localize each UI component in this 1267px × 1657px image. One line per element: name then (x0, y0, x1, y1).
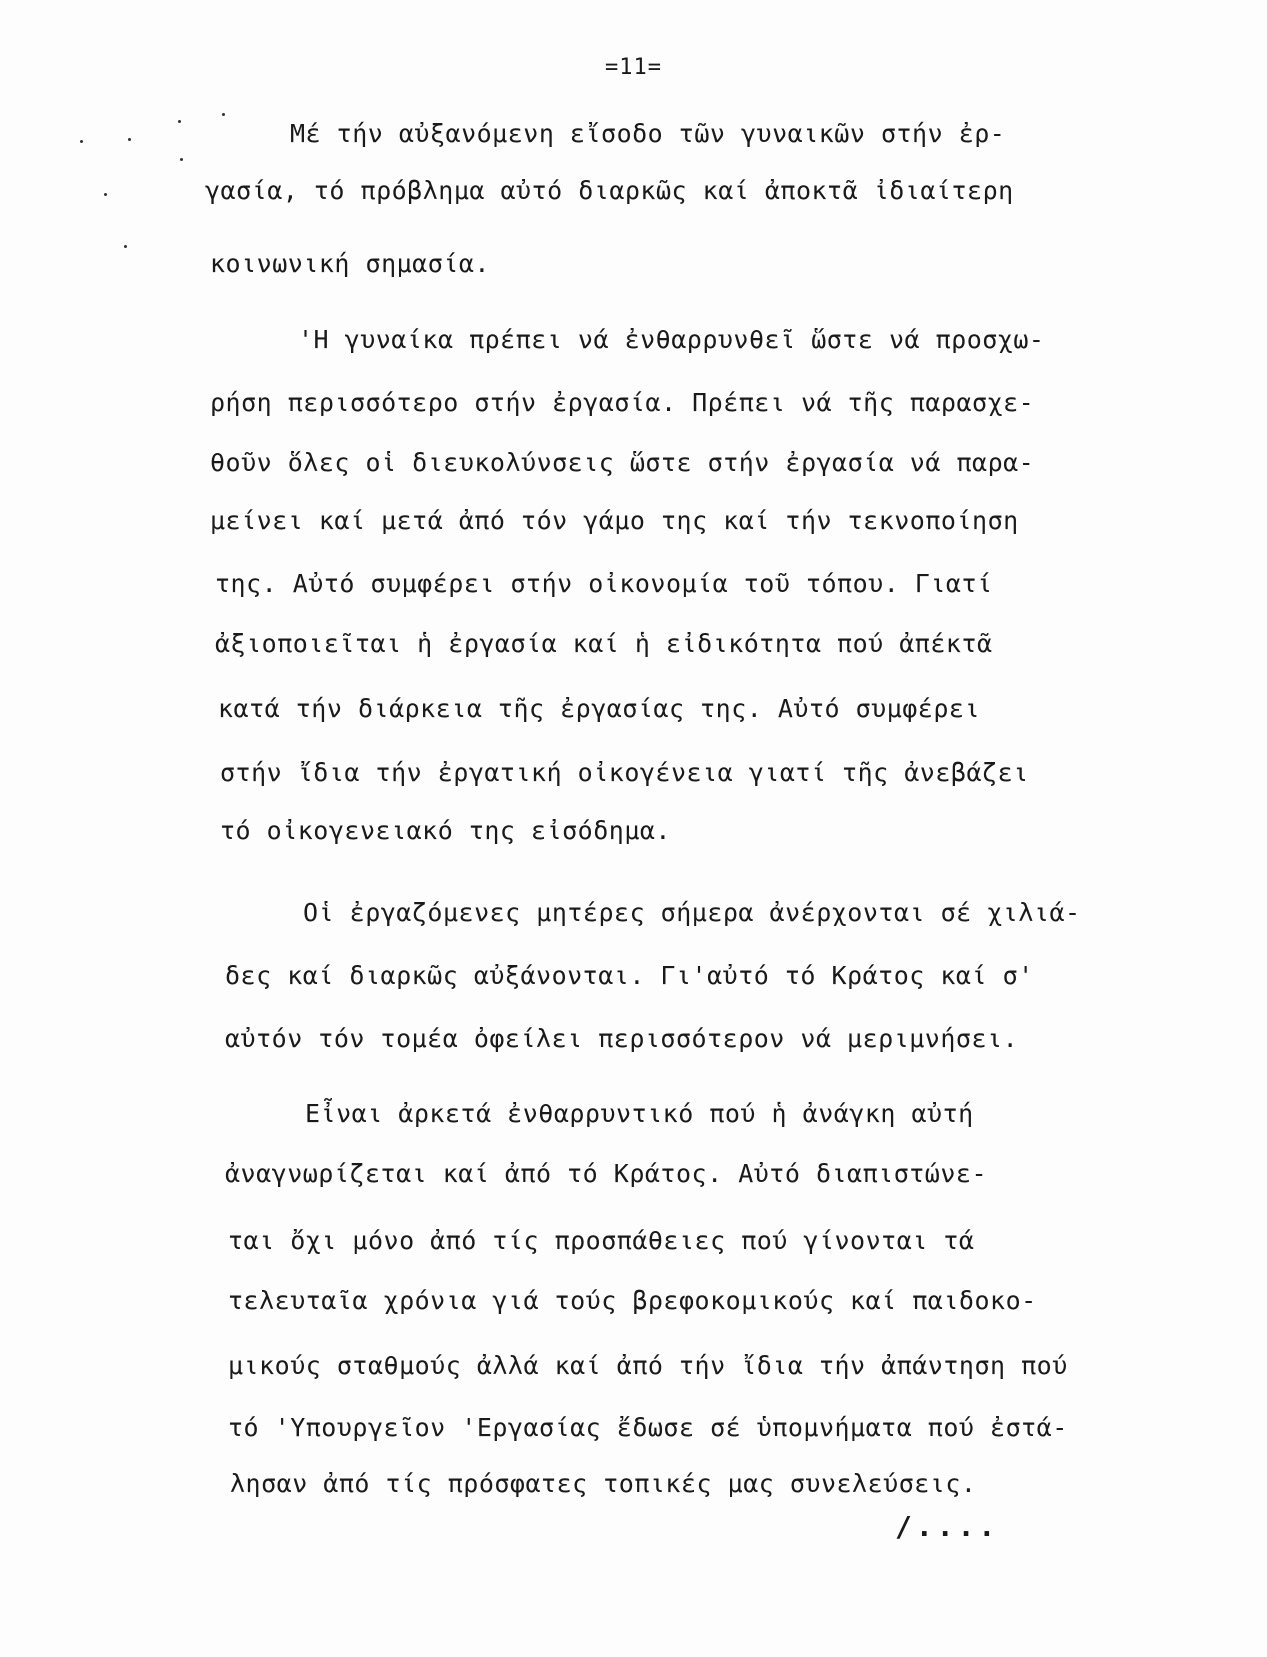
scan-speck (80, 140, 83, 143)
paragraph-2-line-8: στήν ἴδια τήν ἐργατική οἰκογένεια γιατί τῆς ἀνεβάζει (220, 758, 1029, 787)
scan-speck (178, 120, 181, 123)
paragraph-4-line-6: τό 'Υπουργεῖον 'Εργασίας ἔδωσε σέ ὑπομνήματα πού ἐστά- (228, 1413, 1068, 1442)
paragraph-2-line-2: ρήση περισσότερο στήν ἐργασία. Πρέπει νά τῆς παρασχε- (210, 388, 1035, 417)
page-number: =11= (605, 55, 662, 80)
paragraph-1-line-1: Μέ τήν αὐξανόμενη εἴσοδο τῶν γυναικῶν στήν ἐρ- (290, 119, 1006, 148)
paragraph-2-line-5: της. Αὐτό συμφέρει στήν οἰκονομία τοῦ τόπου. Γιατί (215, 569, 993, 598)
paragraph-2-line-4: μείνει καί μετά ἀπό τόν γάμο της καί τήν τεκνοποίηση (210, 506, 1019, 535)
paragraph-4-line-4: τελευταῖα χρόνια γιά τούς βρεφοκομικούς καί παιδοκο- (228, 1286, 1037, 1315)
scan-speck (222, 113, 225, 116)
paragraph-1-line-3: κοινωνική σημασία. (210, 249, 490, 278)
paragraph-4-line-1: Εἶναι ἀρκετά ἐνθαρρυντικό πού ἡ ἀνάγκη αὐτή (305, 1099, 974, 1128)
scan-speck (128, 138, 131, 141)
paragraph-4-line-7: λησαν ἀπό τίς πρόσφατες τοπικές μας συνελεύσεις. (230, 1469, 977, 1498)
paragraph-3-line-2: δες καί διαρκῶς αὐξάνονται. Γι'αὐτό τό Κράτος καί σ' (225, 961, 1034, 990)
scan-speck (104, 193, 107, 196)
paragraph-3-line-1: Οἱ ἐργαζόμενες μητέρες σήμερα ἀνέρχονται σέ χιλιά- (303, 898, 1081, 927)
continuation-mark: /.... (895, 1510, 1000, 1543)
paragraph-2-line-7: κατά τήν διάρκεια τῆς ἐργασίας της. Αὐτό συμφέρει (218, 694, 981, 723)
paragraph-4-line-2: ἀναγνωρίζεται καί ἀπό τό Κράτος. Αὐτό διαπιστώνε- (225, 1159, 988, 1188)
paragraph-1-line-2: γασία, τό πρόβλημα αὐτό διαρκῶς καί ἀποκτᾶ ἰδιαίτερη (205, 176, 1014, 205)
paragraph-2-line-3: θοῦν ὅλες οἱ διευκολύνσεις ὥστε στήν ἐργασία νά παρα- (210, 448, 1035, 477)
paragraph-2-line-6: ἀξιοποιεῖται ἡ ἐργασία καί ἡ εἰδικότητα πού ἀπέκτᾶ (215, 629, 993, 658)
scan-speck (180, 158, 183, 161)
paragraph-4-line-3: ται ὄχι μόνο ἀπό τίς προσπάθειες πού γίνονται τά (228, 1226, 975, 1255)
paragraph-2-line-9: τό οἰκογενειακό της εἰσόδημα. (220, 816, 671, 845)
paragraph-2-line-1: 'Η γυναίκα πρέπει νά ἐνθαρρυνθεῖ ὥστε νά προσχω- (298, 325, 1045, 354)
paragraph-4-line-5: μικούς σταθμούς ἀλλά καί ἀπό τήν ἴδια τήν ἀπάντηση πού (228, 1351, 1068, 1380)
scan-speck (124, 245, 127, 248)
paragraph-3-line-3: αὐτόν τόν τομέα ὀφείλει περισσότερον νά μεριμνήσει. (225, 1024, 1019, 1053)
